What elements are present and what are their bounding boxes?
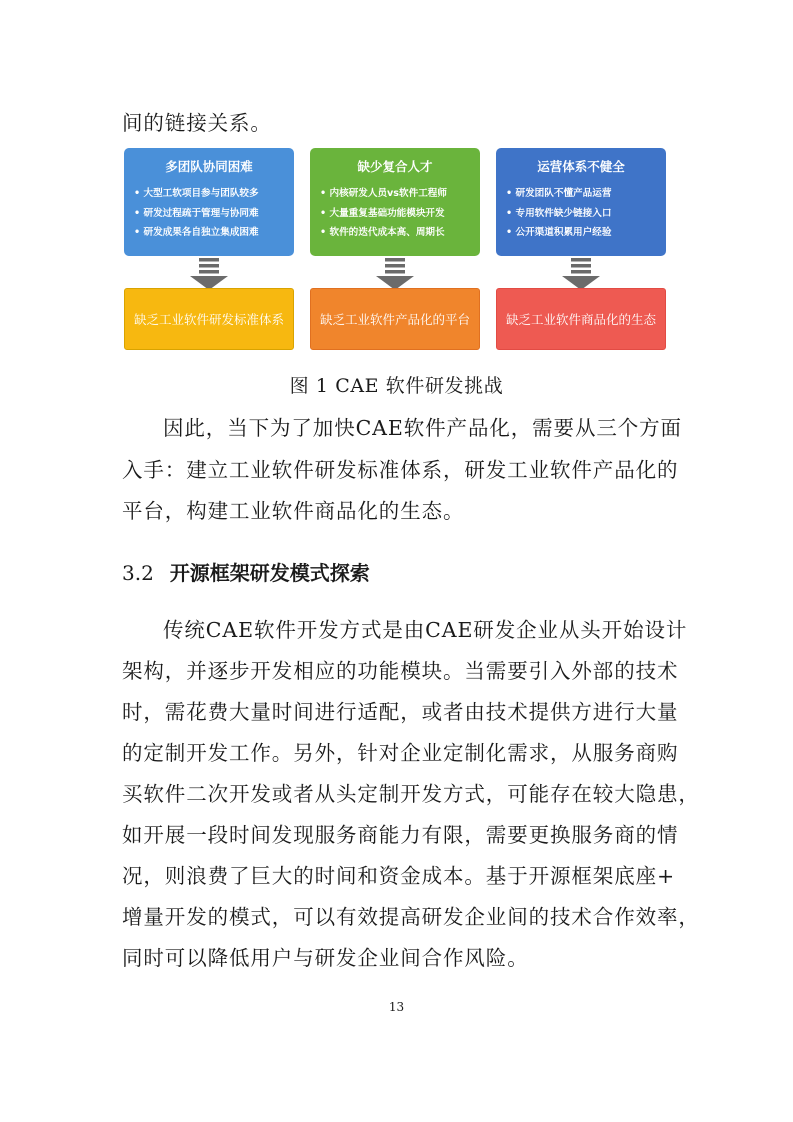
challenge-item: • 内核研发人员vs软件工程师 bbox=[320, 184, 480, 204]
figure-column-teams bbox=[124, 148, 294, 350]
result-box-ecosystem: 缺乏工业软件商品化的生态 bbox=[496, 288, 666, 350]
paragraph-line: 平台，构建工业软件商品化的生态。 bbox=[122, 499, 465, 523]
challenge-items bbox=[124, 184, 294, 243]
paragraph-line: 增量开发的模式，可以有效提高研发企业间的技术合作效率， bbox=[122, 905, 700, 929]
challenge-items bbox=[496, 184, 666, 243]
challenge-item: • 专用软件缺少链接入口 bbox=[506, 204, 666, 224]
intro-line: 间的链接关系。 bbox=[122, 111, 272, 135]
paragraph-line: 买软件二次开发或者从头定制开发方式，可能存在较大隐患， bbox=[122, 782, 700, 806]
challenge-item: • 软件的迭代成本高、周期长 bbox=[320, 223, 480, 243]
challenge-item: • 大量重复基础功能模块开发 bbox=[320, 204, 480, 224]
paragraph-line: 如开展一段时间发现服务商能力有限，需要更换服务商的情 bbox=[122, 823, 679, 847]
paragraph-line: 的定制开发工作。另外，针对企业定制化需求，从服务商购 bbox=[122, 741, 679, 765]
challenge-box-talent bbox=[310, 148, 480, 256]
challenge-item: • 研发团队不懂产品运营 bbox=[506, 184, 666, 204]
paragraph-line: 因此，当下为了加快CAE软件产品化，需要从三个方面 bbox=[163, 416, 682, 440]
challenge-items bbox=[310, 184, 480, 243]
page-number: 13 bbox=[388, 1000, 405, 1014]
challenge-title: 缺少复合人才 bbox=[357, 159, 433, 174]
challenge-title: 运营体系不健全 bbox=[537, 159, 625, 174]
challenge-figure bbox=[122, 148, 670, 350]
figure-caption: 图 1 CAE 软件研发挑战 bbox=[289, 375, 504, 397]
paragraph-line: 时，需花费大量时间进行适配，或者由技术提供方进行大量 bbox=[122, 700, 679, 724]
challenge-item: • 研发成果各自独立集成困难 bbox=[134, 223, 294, 243]
challenge-item: • 公开渠道积累用户经验 bbox=[506, 223, 666, 243]
section-heading bbox=[122, 557, 370, 586]
challenge-item: • 大型工软项目参与团队较多 bbox=[134, 184, 294, 204]
figure-column-talent bbox=[310, 148, 480, 350]
paragraph-line: 传统CAE软件开发方式是由CAE研发企业从头开始设计 bbox=[163, 618, 688, 642]
paragraph-line: 同时可以降低用户与研发企业间合作风险。 bbox=[122, 946, 529, 970]
paragraph-line: 况，则浪费了巨大的时间和资金成本。基于开源框架底座+ bbox=[122, 864, 676, 888]
result-box-standards: 缺乏工业软件研发标准体系 bbox=[124, 288, 294, 350]
challenge-box-operations bbox=[496, 148, 666, 256]
section-number: 3.2 bbox=[122, 561, 154, 585]
challenge-item: • 研发过程疏于管理与协同难 bbox=[134, 204, 294, 224]
paragraph-line: 架构，并逐步开发相应的功能模块。当需要引入外部的技术 bbox=[122, 659, 679, 683]
result-box-platform: 缺乏工业软件产品化的平台 bbox=[310, 288, 480, 350]
paragraph-line: 入手：建立工业软件研发标准体系，研发工业软件产品化的 bbox=[122, 458, 679, 482]
figure-column-operations bbox=[496, 148, 666, 350]
section-title: 开源框架研发模式探索 bbox=[169, 561, 370, 585]
challenge-box-teams bbox=[124, 148, 294, 256]
challenge-title: 多团队协同困难 bbox=[165, 159, 253, 174]
